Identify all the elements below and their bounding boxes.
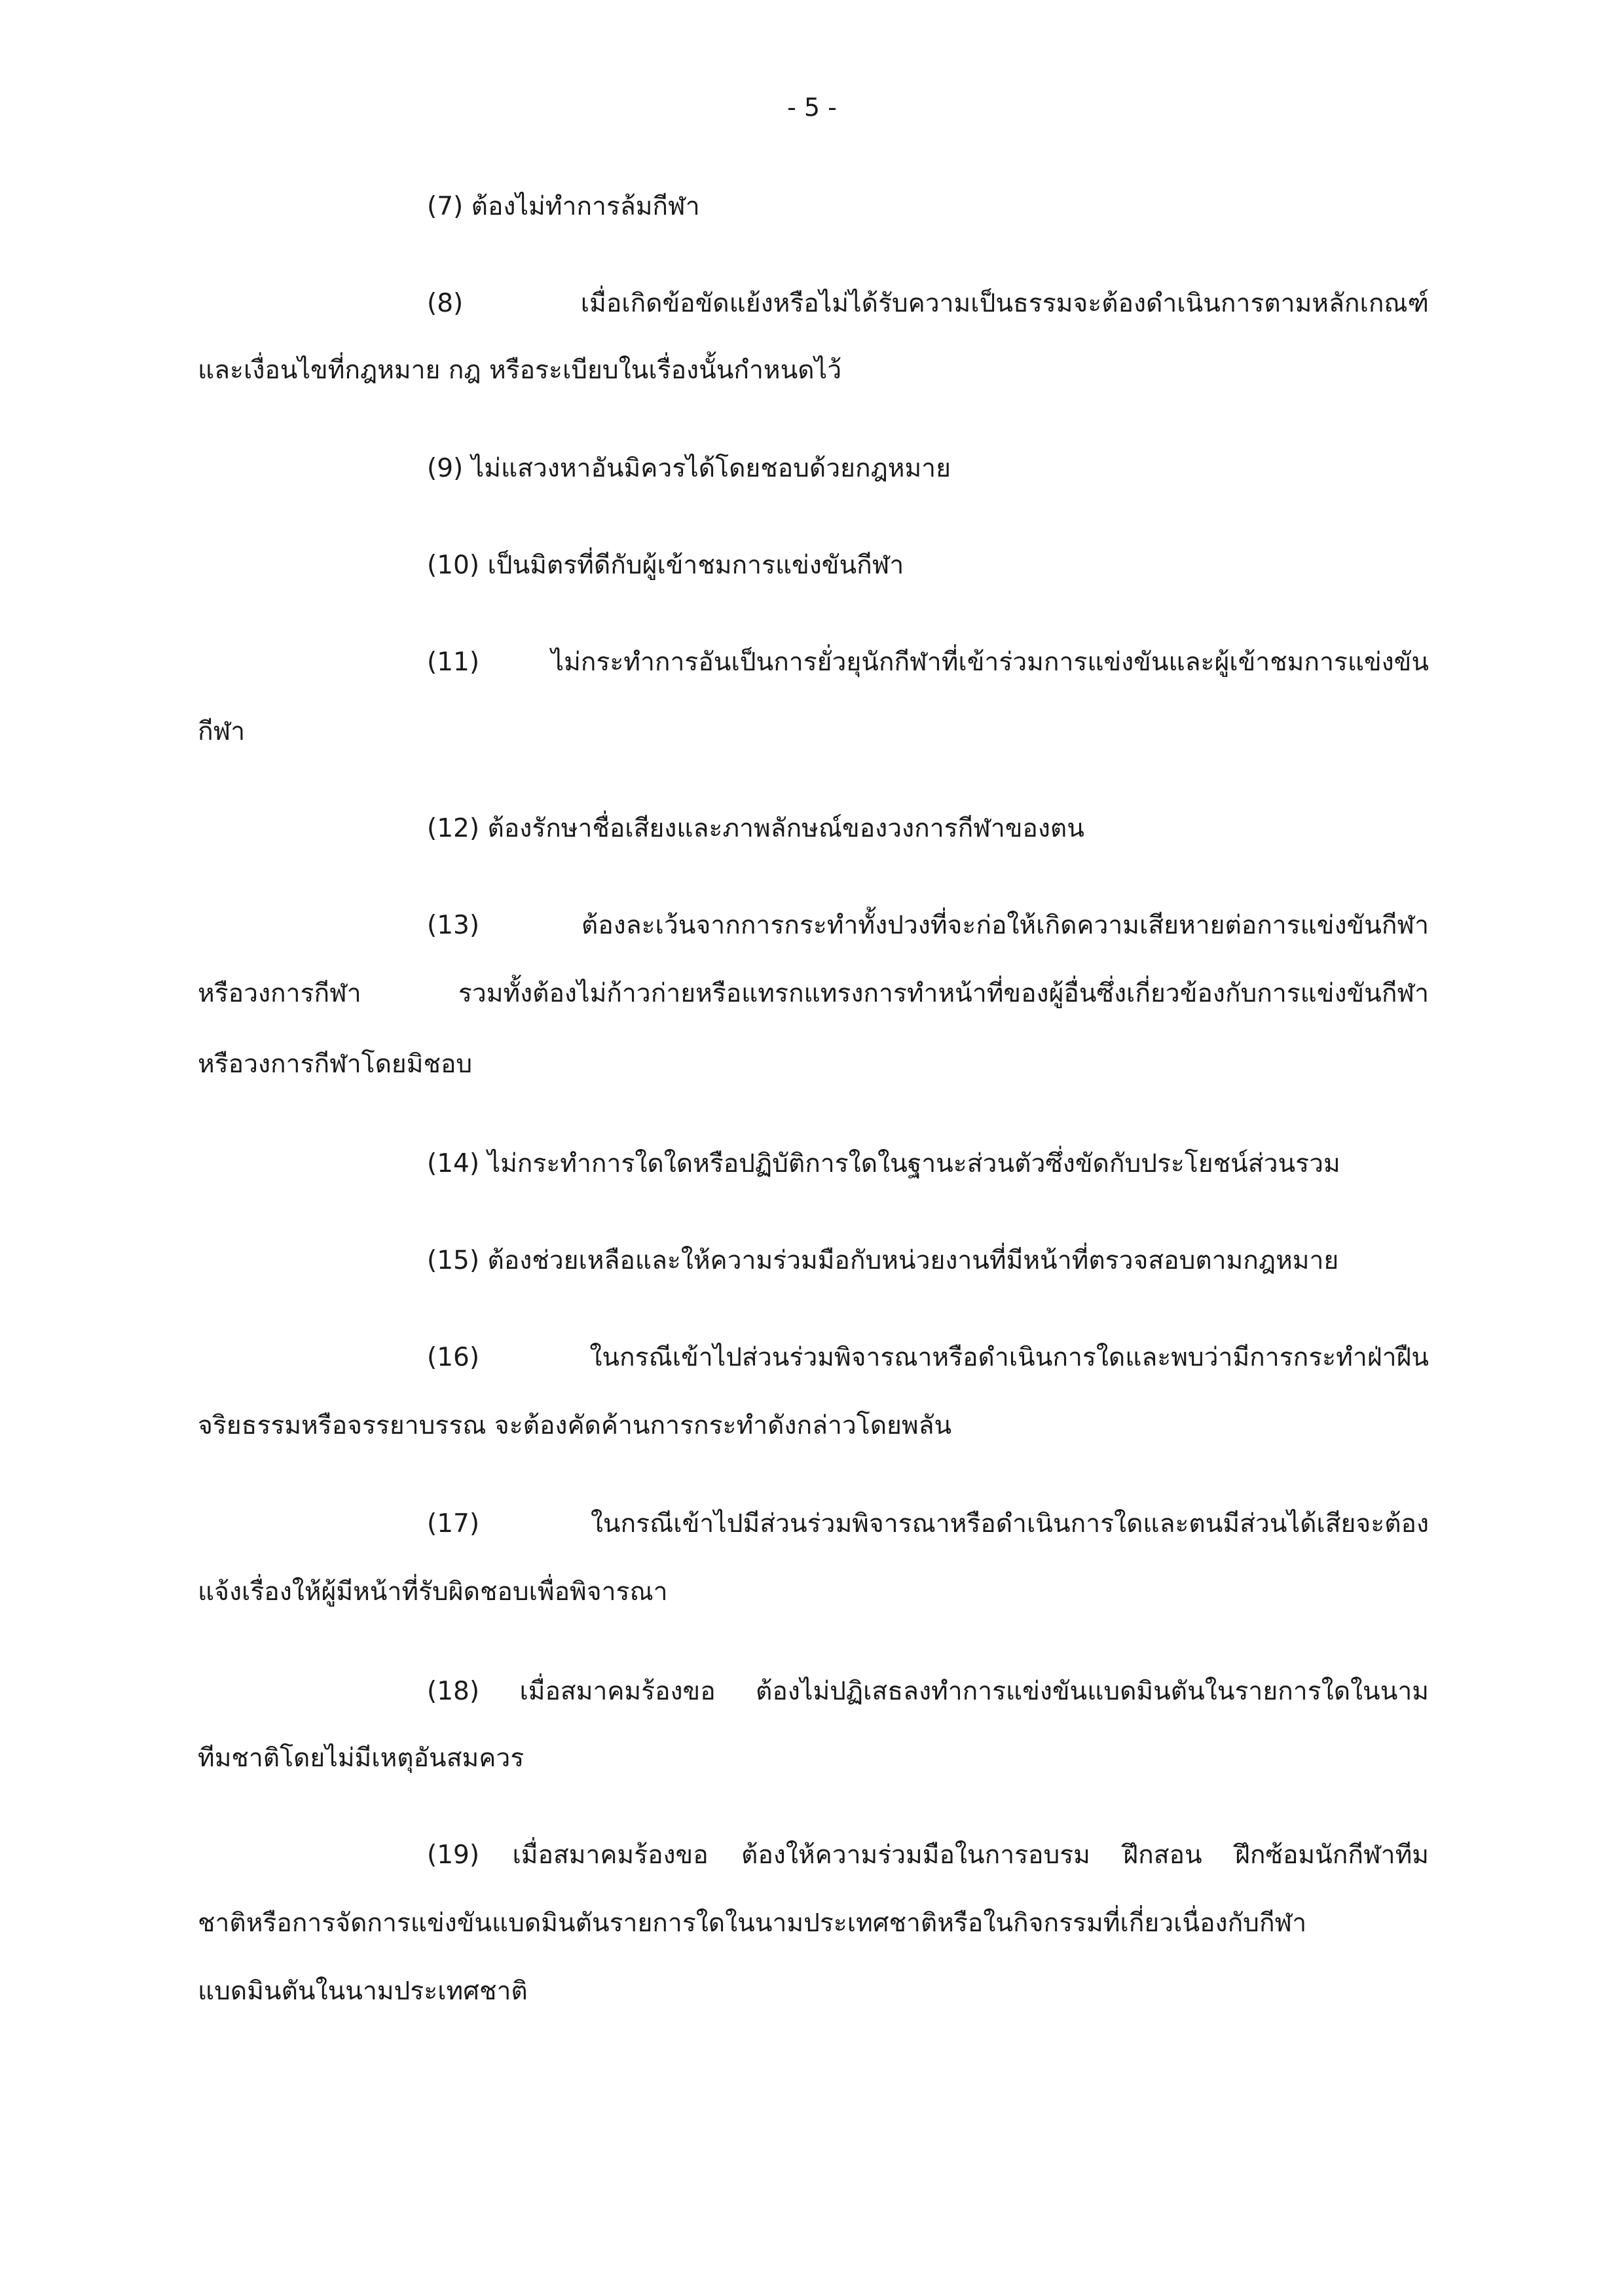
clause-16-line-1: (16) ในกรณีเข้าไปส่วนร่วมพิจารณาหรือดำเนินการใดและพบว่ามีการกระทำฝ่าฝืน [427,1343,1429,1372]
clause-14: (14) ไม่กระทำการใดใดหรือปฏิบัติการใดในฐานะส่วนตัวซึ่งขัดกับประโยชน์ส่วนรวม [427,1149,1340,1178]
clause-13-line-2: หรือวงการกีฬา รวมทั้งต้องไม่ก้าวก่ายหรือแทรกแทรงการทำหน้าที่ของผู้อื่นซึ่งเกี่ยวข้องกับการแข่งขันกีฬา [198,979,1429,1008]
clause-15: (15) ต้องช่วยเหลือและให้ความร่วมมือกับหน่วยงานที่มีหน้าที่ตรวจสอบตามกฎหมาย [427,1246,1339,1275]
clause-7: (7) ต้องไม่ทำการล้มกีฬา [427,192,700,221]
clause-18-line-1: (18) เมื่อสมาคมร้องขอ ต้องไม่ปฏิเสธลงทำการแข่งขันแบดมินตันในรายการใดในนาม [427,1677,1429,1706]
clause-12: (12) ต้องรักษาชื่อเสียงและภาพลักษณ์ของวงการกีฬาของตน [427,814,1084,843]
clause-11-line-2: กีฬา [198,717,246,746]
clause-18-line-2: ทีมชาติโดยไม่มีเหตุอันสมควร [198,1743,525,1773]
clause-10: (10) เป็นมิตรที่ดีกับผู้เข้าชมการแข่งขันกีฬา [427,551,904,580]
clause-13-line-3: หรือวงการกีฬาโดยมิชอบ [198,1049,473,1079]
clause-19-line-1: (19) เมื่อสมาคมร้องขอ ต้องให้ความร่วมมือในการอบรม ฝึกสอน ฝึกซ้อมนักกีฬาทีม [427,1840,1429,1870]
clause-11-line-1: (11) ไม่กระทำการอันเป็นการยั่วยุนักกีฬาที่เข้าร่วมการแข่งขันและผู้เข้าชมการแข่งขัน [427,647,1429,677]
page-number: - 5 - [787,93,837,122]
clause-8-line-1: (8) เมื่อเกิดข้อขัดแย้งหรือไม่ได้รับความเป็นธรรมจะต้องดำเนินการตามหลักเกณฑ์ [427,289,1429,318]
clause-19-line-2: ชาติหรือการจัดการแข่งขันแบดมินตันรายการใดในนามประเทศชาติหรือในกิจกรรมที่เกี่ยวเนื่องกับกีฬา [198,1908,1307,1938]
clause-16-line-2: จริยธรรมหรือจรรยาบรรณ จะต้องคัดค้านการกระทำดังกล่าวโดยพลัน [198,1411,952,1440]
clause-19-line-3: แบดมินตันในนามประเทศชาติ [198,1977,528,2006]
clause-13-line-1: (13) ต้องละเว้นจากการกระทำทั้งปวงที่จะก่อให้เกิดความเสียหายต่อการแข่งขันกีฬา [427,911,1429,940]
clause-17-line-2: แจ้งเรื่องให้ผู้มีหน้าที่รับผิดชอบเพื่อพิจารณา [198,1577,668,1607]
clause-8-line-2: และเงื่อนไขที่กฎหมาย กฎ หรือระเบียบในเรื่องนั้นกำหนดไว้ [198,355,842,385]
clause-17-line-1: (17) ในกรณีเข้าไปมีส่วนร่วมพิจารณาหรือดำเนินการใดและตนมีส่วนได้เสียจะต้อง [427,1509,1429,1539]
clause-9: (9) ไม่แสวงหาอันมิควรได้โดยชอบด้วยกฎหมาย [427,454,951,483]
